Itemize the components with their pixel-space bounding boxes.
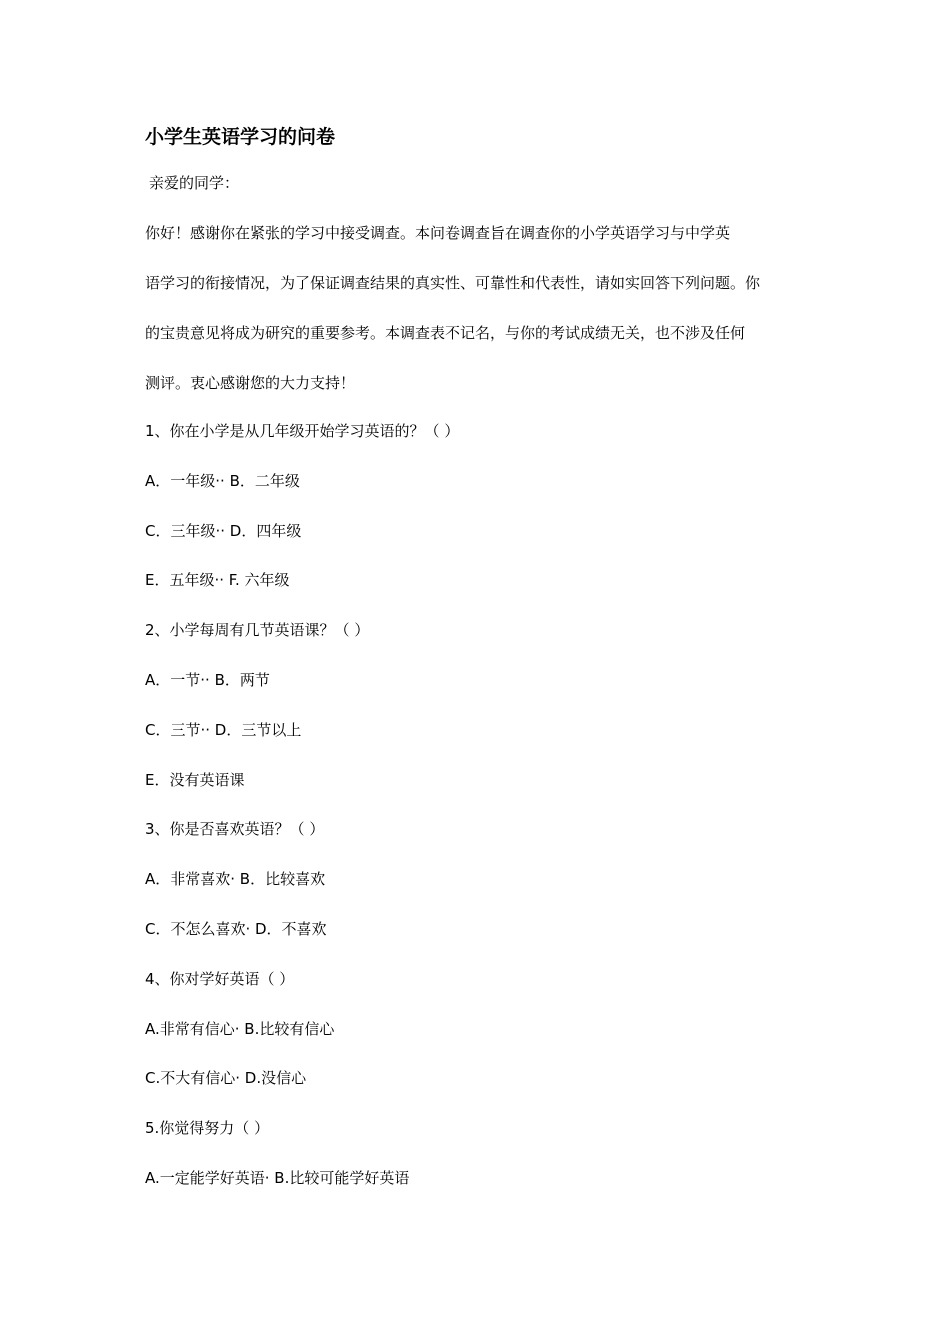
question-5: 5.你觉得努力（ ）	[145, 1119, 270, 1137]
question-2-options-ab: A．一节·· B．两节	[145, 671, 270, 689]
question-5-options-ab: A.一定能学好英语· B.比较可能学好英语	[145, 1169, 410, 1187]
question-1: 1、你在小学是从几年级开始学习英语的？（ ）	[145, 422, 460, 440]
intro-line: 你好！感谢你在紧张的学习中接受调查。本问卷调查旨在调查你的小学英语学习与中学英	[145, 224, 731, 242]
intro-line: 的宝贵意见将成为研究的重要参考。本调查表不记名，与你的考试成绩无关，也不涉及任何	[145, 324, 746, 342]
question-4-options-cd: C.不大有信心· D.没信心	[145, 1069, 307, 1087]
question-2: 2、小学每周有几节英语课？（ ）	[145, 621, 370, 639]
greeting: 亲爱的同学：	[149, 174, 240, 192]
question-1-options-cd: C．三年级·· D．四年级	[145, 522, 302, 540]
question-4: 4、你对学好英语（ ）	[145, 970, 295, 988]
question-4-options-ab: A.非常有信心· B.比较有信心	[145, 1020, 335, 1038]
question-1-options-ef: E．五年级·· F. 六年级	[145, 571, 290, 589]
question-2-options-cd: C．三节·· D．三节以上	[145, 721, 302, 739]
intro-line: 语学习的衔接情况，为了保证调查结果的真实性、可靠性和代表性，请如实回答下列问题。你	[145, 274, 761, 292]
intro-paragraph	[145, 208, 810, 408]
question-3-options-ab: A．非常喜欢· B．比较喜欢	[145, 870, 326, 888]
question-2-option-e: E．没有英语课	[145, 771, 245, 789]
question-1-options-ab: A．一年级·· B．二年级	[145, 472, 300, 490]
document-title: 小学生英语学习的问卷	[145, 126, 336, 148]
question-3-options-cd: C．不怎么喜欢· D．不喜欢	[145, 920, 327, 938]
question-3: 3、你是否喜欢英语？（ ）	[145, 820, 325, 838]
intro-line: 测评。衷心感谢您的大力支持！	[145, 374, 356, 392]
